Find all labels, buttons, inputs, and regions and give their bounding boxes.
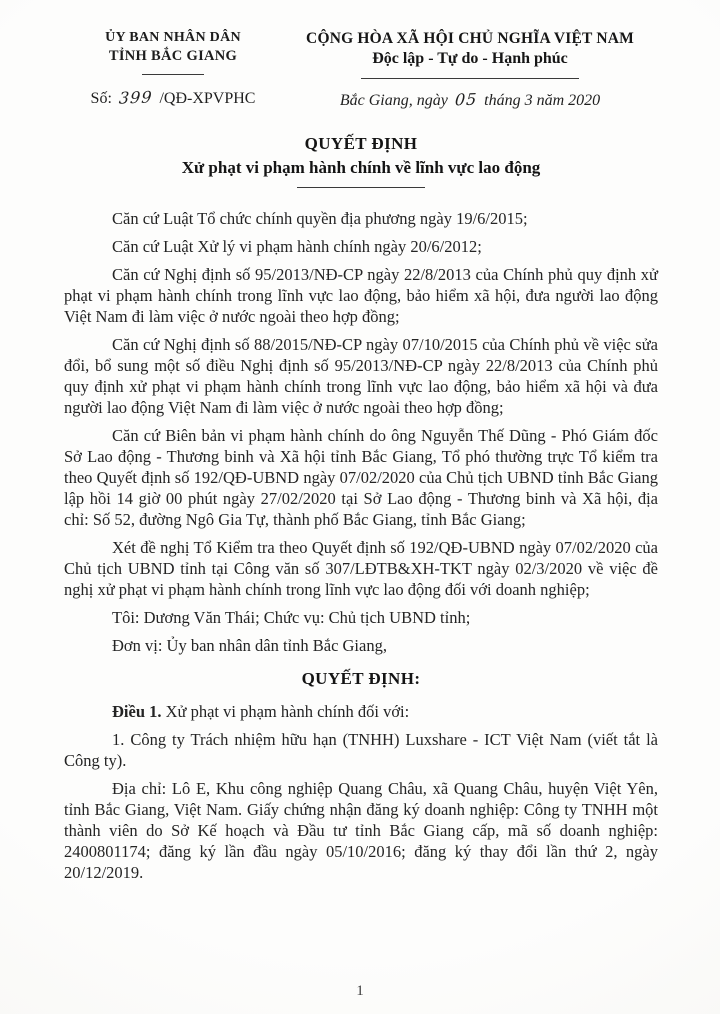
company-address-paragraph: Địa chỉ: Lô E, Khu công nghiệp Quang Châu, xã Quang Châu, huyện Việt Yên, tỉnh Bắc Giang, Việt Nam. Giấy chứng nhận đăng ký doanh nghiệp: Công ty TNHH một thành viên do Sở Kế hoạch và Đầu tư tỉnh Bắc Giang cấp, mã số doanh nghiệp: 2400801174; đăng ký lần đầu ngày 05/10/2016; đăng ký thay đổi lần thứ 2, ngày 20/12/2019. xyxy=(64,779,658,882)
place-date-suffix: tháng 3 năm 2020 xyxy=(484,92,601,109)
date-day-handwritten: 05 xyxy=(454,89,478,110)
place-date-line xyxy=(282,90,658,110)
title-block xyxy=(64,134,658,188)
legal-basis-paragraph: Căn cứ Nghị định số 95/2013/NĐ-CP ngày 22/8/2013 của Chính phủ quy định xử phạt vi phạm hành chính trong lĩnh vực lao động, bảo hiểm xã hội, đưa người lao động Việt Nam đi làm việc ở nước ngoài theo hợp đồng; xyxy=(64,265,658,326)
national-title: CỘNG HÒA XÃ HỘI CHỦ NGHĨA VIỆT NAM xyxy=(306,30,634,47)
decision-heading: QUYẾT ĐỊNH: xyxy=(301,669,421,688)
issuing-org-line1: ỦY BAN NHÂN DÂN xyxy=(105,30,241,45)
org-divider-line xyxy=(142,74,204,75)
legal-basis-paragraph: Xét đề nghị Tổ Kiểm tra theo Quyết định số 192/QĐ-UBND ngày 07/02/2020 của Chủ tịch UBND tỉnh tại Công văn số 307/LĐTB&XH-TKT ngày 02/3/2020 về việc đề nghị xử phạt vi phạm hành chính trong lĩnh vực lao động đối với doanh nghiệp; xyxy=(64,538,658,599)
issuing-org-line2: TỈNH BẮC GIANG xyxy=(108,48,238,64)
document-number-label: Số: xyxy=(90,90,112,107)
national-header-block xyxy=(282,30,658,110)
document-header xyxy=(64,30,658,110)
document-number xyxy=(64,88,282,108)
page-number: 1 xyxy=(356,983,364,999)
article-1-label: Điều 1. xyxy=(112,702,162,721)
motto-divider-line xyxy=(361,78,579,79)
article-1-line xyxy=(64,701,658,722)
legal-basis-paragraph: Căn cứ Biên bản vi phạm hành chính do ông Nguyễn Thế Dũng - Phó Giám đốc Sở Lao động - Thương binh và Xã hội tỉnh Bắc Giang, Tổ phó thường trực Tổ kiểm tra theo Quyết định số 192/QĐ-UBND ngày 07/02/2020 của Chủ tịch UBND tỉnh Bắc Giang lập hồi 14 giờ 00 phút ngày 27/02/2020 tại Sở Lao động - Thương binh và Xã hội, địa chỉ: Số 52, đường Ngô Gia Tự, thành phố Bắc Giang, tỉnh Bắc Giang; xyxy=(64,426,658,529)
title-divider-line xyxy=(297,187,425,188)
unit-line: Đơn vị: Ủy ban nhân dân tỉnh Bắc Giang, xyxy=(112,636,387,655)
national-motto: Độc lập - Tự do - Hạnh phúc xyxy=(372,50,568,67)
document-title: QUYẾT ĐỊNH xyxy=(304,134,418,153)
place-date-prefix: Bắc Giang, ngày xyxy=(339,92,448,109)
document-number-value-handwritten: 399 xyxy=(118,87,154,108)
issuing-org-block xyxy=(64,30,282,108)
legal-basis-paragraph: Căn cứ Luật Tổ chức chính quyền địa phương ngày 19/6/2015; xyxy=(112,209,528,228)
sanctioned-company-item: 1. Công ty Trách nhiệm hữu hạn (TNHH) Luxshare - ICT Việt Nam (viết tắt là Công ty). xyxy=(64,730,658,770)
document-body xyxy=(64,208,658,883)
legal-basis-paragraph: Căn cứ Nghị định số 88/2015/NĐ-CP ngày 07/10/2015 của Chính phủ về việc sửa đổi, bổ sung một số điều Nghị định số 95/2013/NĐ-CP ngày 22/8/2013 của Chính phủ quy định xử phạt vi phạm hành chính trong lĩnh vực lao động, bảo hiểm xã hội và đưa người lao động Việt Nam đi làm việc ở nước ngoài theo hợp đồng; xyxy=(64,335,658,417)
document-number-suffix: /QĐ-XPVPHC xyxy=(159,90,256,107)
declarant-line: Tôi: Dương Văn Thái; Chức vụ: Chủ tịch UBND tỉnh; xyxy=(112,608,471,627)
article-1-text: Xử phạt vi phạm hành chính đối với: xyxy=(165,702,410,721)
legal-basis-paragraph: Căn cứ Luật Xử lý vi phạm hành chính ngày 20/6/2012; xyxy=(112,237,482,256)
document-subtitle: Xử phạt vi phạm hành chính về lĩnh vực lao động xyxy=(181,158,541,177)
